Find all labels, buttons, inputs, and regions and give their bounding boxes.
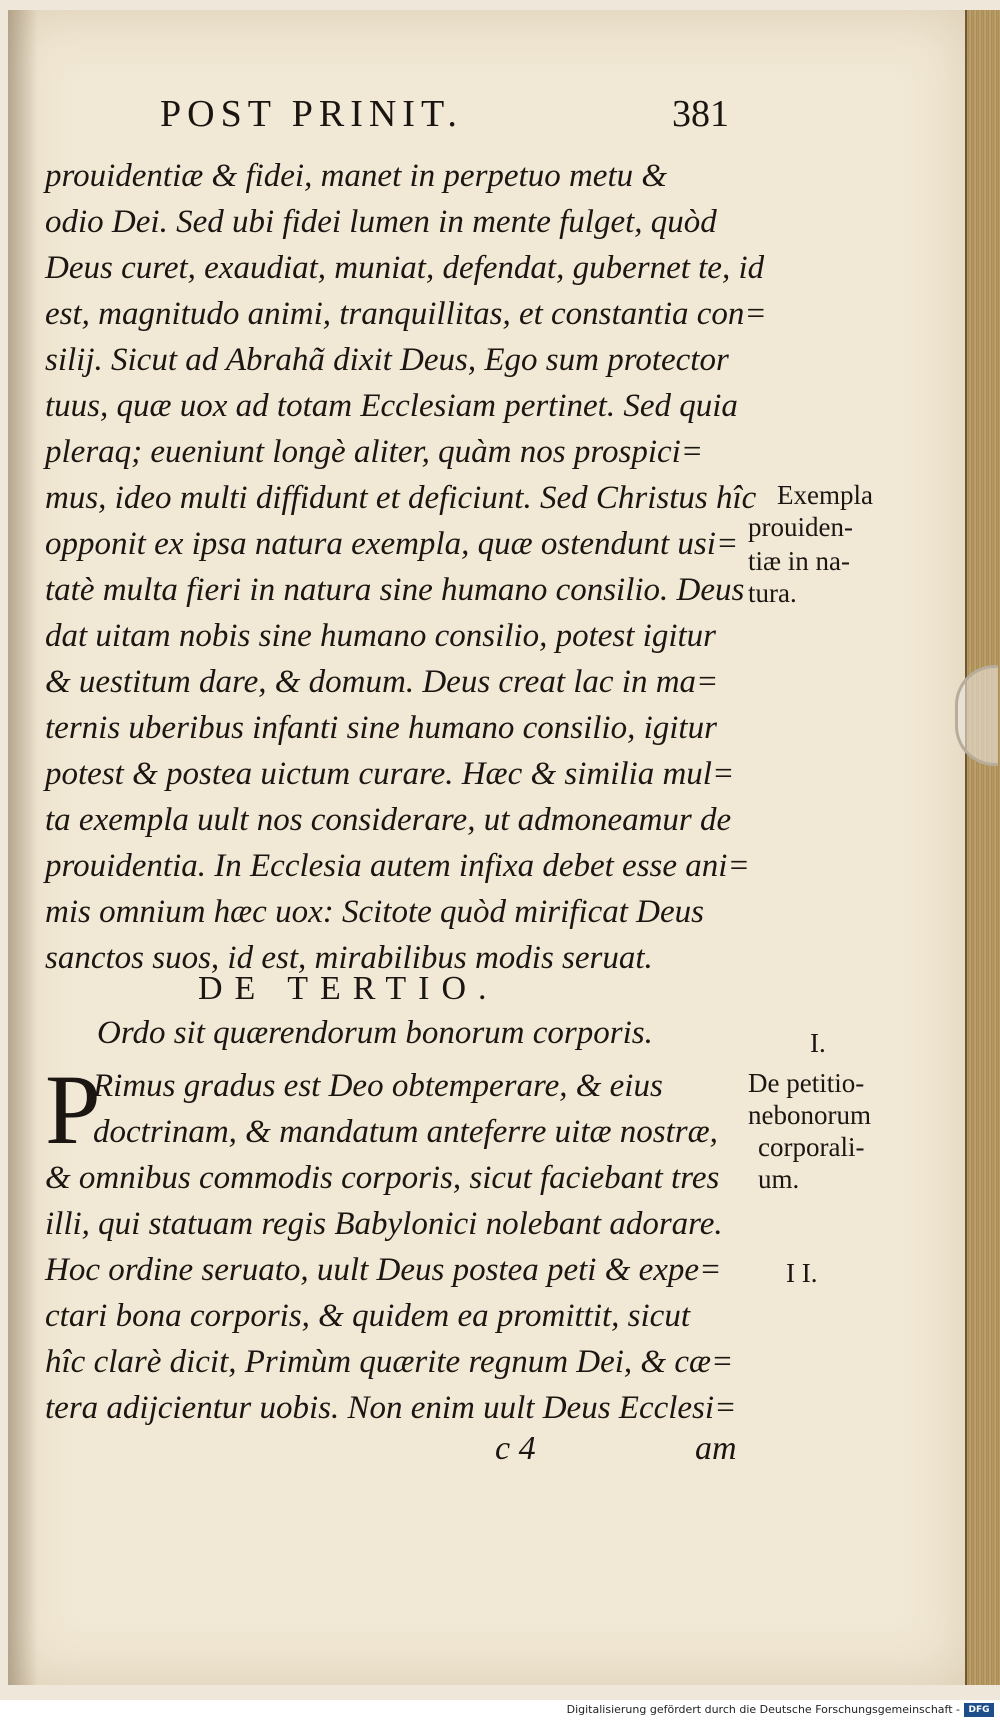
text-line: Deus curet, exaudiat, muniat, defendat, gubernet te, id: [45, 250, 765, 286]
margin-note-number: I.: [810, 1028, 826, 1058]
dfg-logo-icon: DFG: [964, 1703, 994, 1717]
drop-cap: P: [45, 1054, 101, 1165]
margin-note-line: De petitio-: [748, 1068, 865, 1098]
text-line: ta exempla uult nos considerare, ut admoneamur de: [45, 802, 732, 838]
text-line: & omnibus commodis corporis, sicut faciebant tres: [45, 1160, 720, 1196]
text-line: & uestitum dare, & domum. Deus creat lac in ma=: [45, 664, 719, 700]
margin-note-line: corporali-: [758, 1132, 865, 1162]
text-line: opponit ex ipsa natura exempla, quæ ostendunt usi=: [45, 526, 739, 562]
text-line: illi, qui statuam regis Babylonici nolebant adorare.: [45, 1206, 723, 1242]
text-line: mis omnium hæc uox: Scitote quòd mirificat Deus: [45, 894, 705, 930]
text-line: tuus, quæ uox ad totam Ecclesiam pertinet. Sed quia: [45, 388, 738, 424]
text-line: ternis uberibus infanti sine humano consilio, igitur: [45, 710, 717, 746]
page-gutter-shadow: [8, 10, 38, 1685]
text-line: est, magnitudo animi, tranquillitas, et constantia con=: [45, 296, 767, 332]
text-line: sanctos suos, id est, mirabilibus modis seruat.: [45, 940, 653, 976]
margin-note-line: um.: [758, 1164, 800, 1194]
text-line: hîc clarè dicit, Primùm quærite regnum Dei, & cæ=: [45, 1344, 734, 1380]
footer-credit: Digitalisierung gefördert durch die Deutsche Forschungsgemeinschaft -: [566, 1703, 960, 1716]
page-number: 381: [672, 93, 729, 135]
section-heading: DE TERTIO.: [198, 970, 499, 1007]
text-line: doctrinam, & mandatum anteferre uitæ nostræ,: [93, 1114, 718, 1150]
text-line: ctari bona corporis, & quidem ea promittit, sicut: [45, 1298, 690, 1334]
text-line: dat uitam nobis sine humano consilio, potest igitur: [45, 618, 717, 654]
text-line: mus, ideo multi diffidunt et deficiunt. Sed Christus hîc: [45, 480, 757, 516]
text-line: prouidentiæ & fidei, manet in perpetuo metu &: [45, 158, 668, 194]
text-line: Hoc ordine seruato, uult Deus postea peti & expe=: [45, 1252, 722, 1288]
margin-note-number: I I.: [786, 1258, 818, 1288]
book-fore-edge: [965, 10, 1000, 1685]
catchword: am: [695, 1430, 737, 1467]
margin-note-line: tura.: [748, 578, 797, 608]
margin-note-line: prouiden-: [748, 512, 853, 542]
text-line: prouidentia. In Ecclesia autem infixa debet esse ani=: [45, 848, 750, 884]
subheading: Ordo sit quærendorum bonorum corporis.: [97, 1015, 653, 1051]
text-line: silij. Sicut ad Abrahã dixit Deus, Ego sum protector: [45, 342, 729, 378]
text-line: pleraq; eueniunt longè aliter, quàm nos prospici=: [45, 434, 704, 470]
text-line: Rimus gradus est Deo obtemperare, & eius: [93, 1068, 663, 1104]
margin-note-line: nebonorum: [748, 1100, 871, 1130]
footer-bar: [0, 1700, 1000, 1721]
margin-note-line: Exempla: [777, 480, 873, 510]
running-head: POST PRINIT.: [160, 93, 463, 135]
text-line: potest & postea uictum curare. Hæc & similia mul=: [45, 756, 735, 792]
text-line: tatè multa fieri in natura sine humano consilio. Deus: [45, 572, 745, 608]
text-line: odio Dei. Sed ubi fidei lumen in mente fulget, quòd: [45, 204, 717, 240]
signature-mark: c 4: [495, 1430, 536, 1467]
margin-note-line: tiæ in na-: [748, 546, 850, 576]
text-line: tera adijcientur uobis. Non enim uult Deus Ecclesi=: [45, 1390, 737, 1426]
